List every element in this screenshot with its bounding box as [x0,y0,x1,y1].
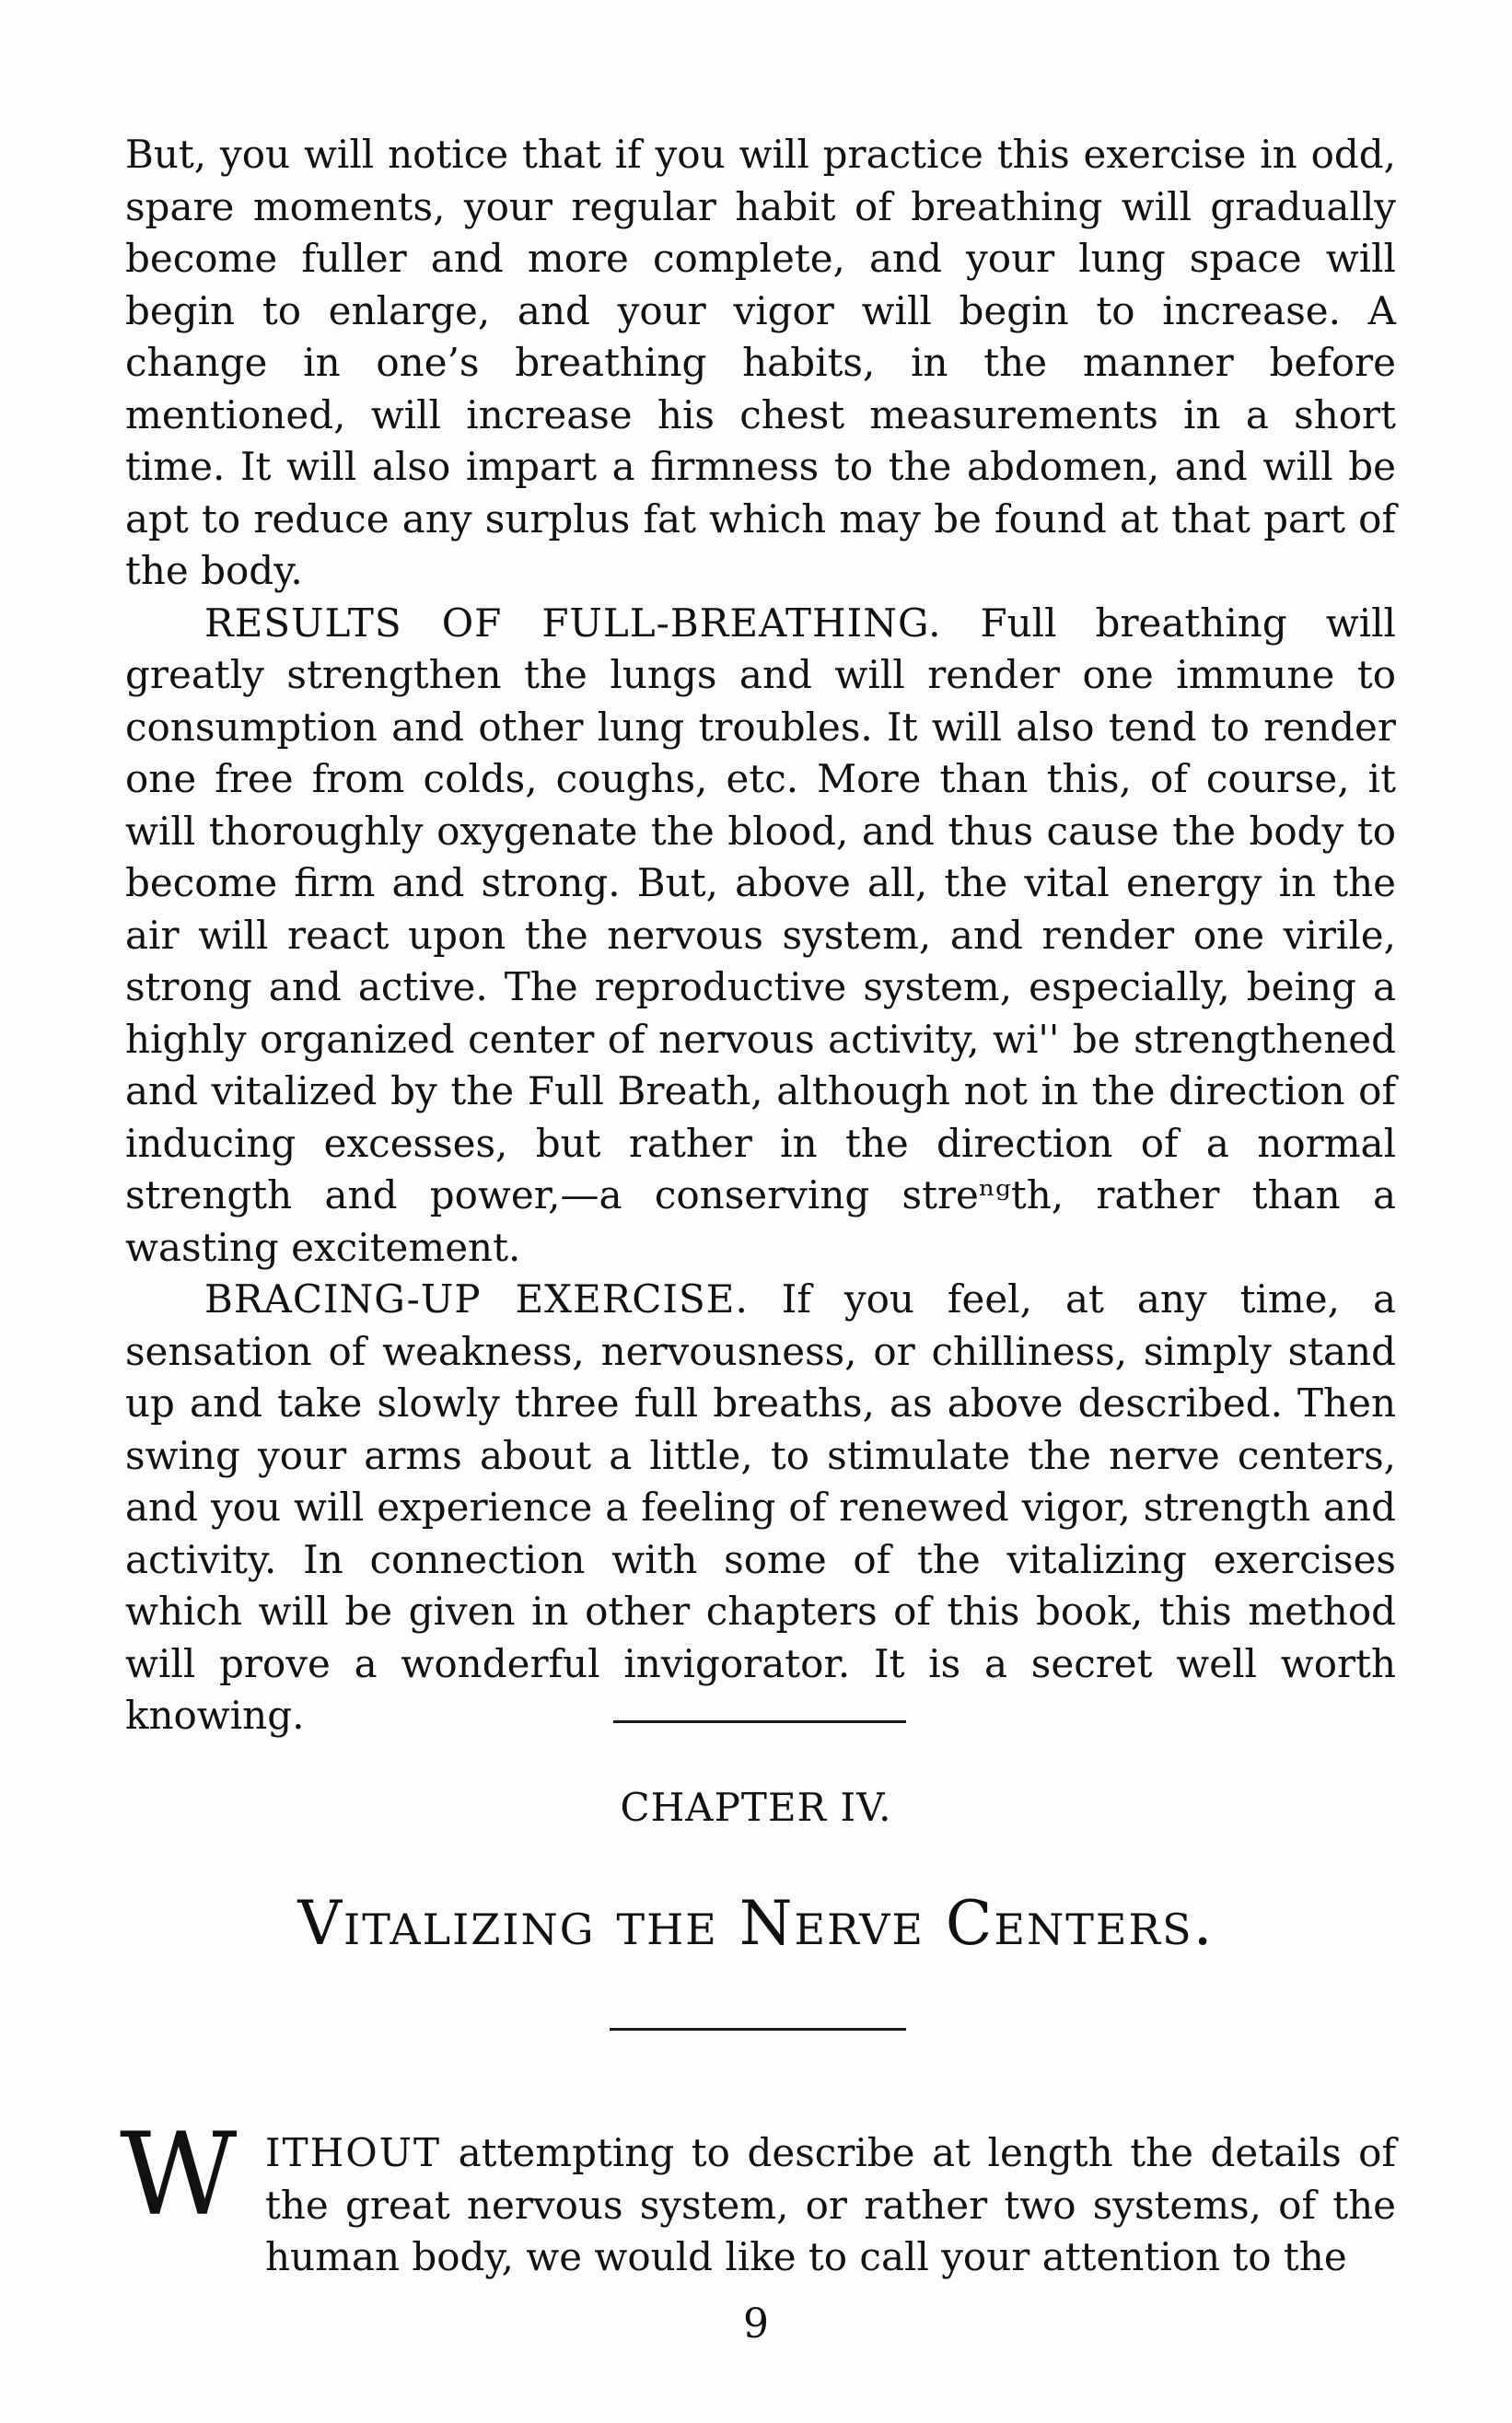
drop-cap: W [120,2109,238,2242]
section-heading-results: RESULTS OF FULL-BREATHING. [204,600,942,646]
paragraph-bracing [125,1274,1396,1742]
divider-top [613,1720,906,1723]
chapter-title: Vitalizing the Nerve Centers. [297,1888,1215,1959]
chapter-label: CHAPTER IV. [620,1785,892,1830]
paragraph-text: Full breathing will greatly strengthen the lungs and will render one immune to consumption and other lung troubles. It will also tend to render one free from colds, coughs, etc. More than this, of course, it will thoroughly oxygenate the blood, and thus cause the body to become firm and strong. But, above all, the vital energy in the air will react upon the nervous system, and render one virile, strong and active. The reproductive system, especially, being a highly organized center of nervous activity, wi'' be strengthened and vitalized by the Full Breath, although not in the direction of inducing excesses, but rather in the direction of a normal strength and power,—a conserving streⁿᵍth, rather than a wasting excitement. [125,600,1396,1270]
opening-first-word: ITHOUT [265,2130,442,2175]
divider-bottom [610,2028,906,2031]
paragraph-text: If you feel, at any time, a sensation of weakness, nervousness, or chilliness, simply stand up and take slowly three full breaths, as above described. Then swing your arms about a little, to stimulate the nerve centers, and you will experience a feeling of renewed vigor, strength and activity. In connection with some of the vitalizing exercises which will be given in other chapters of this book, this method will prove a wonderful invigorator. It is a secret well worth knowing. [125,1276,1396,1738]
paragraph-intro [125,129,1396,598]
body-text [125,129,1396,1742]
section-heading-bracing: BRACING-UP EXERCISE. [204,1276,749,1322]
chapter-opening-paragraph [265,2127,1396,2284]
opening-text: attempting to describe at length the details of the great nervous system, or rather two systems, of the human body, we would like to call your attention to the [265,2130,1396,2279]
page-number: 9 [743,2301,769,2347]
paragraph-text: But, you will notice that if you will practice this exercise in odd, spare moments, your regular habit of breathing will gradually become fuller and more complete, and your lung space will begin to enlarge, and your vigor will begin to increase. A change in one’s breathing habits, in the manner before mentioned, will increase his chest measurements in a short time. It will also impart a firmness to the abdomen, and will be apt to reduce any surplus fat which may be found at that part of the body. [125,132,1396,593]
paragraph-results [125,598,1396,1275]
